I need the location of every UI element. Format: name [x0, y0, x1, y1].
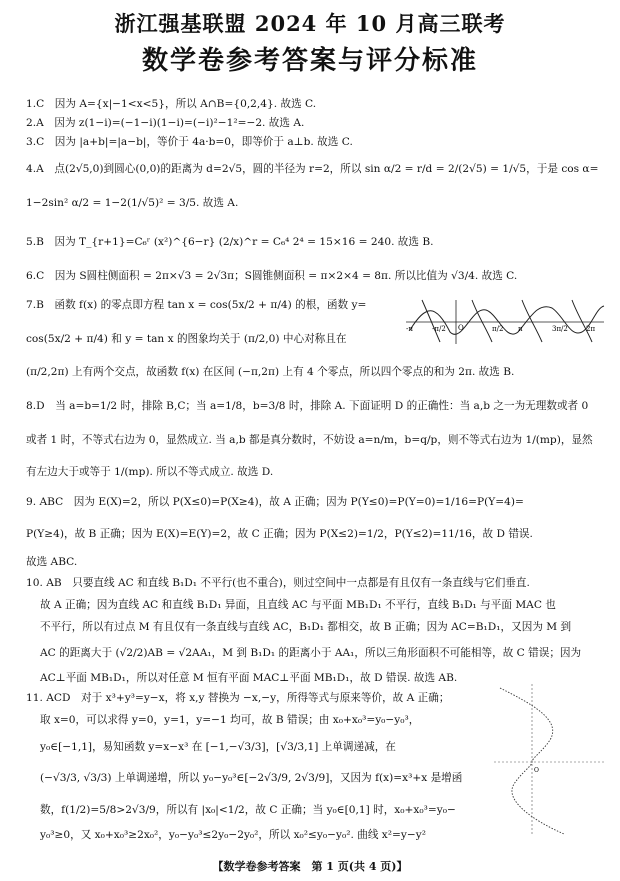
answer-8-line1: 8.D 当 a=b=1/2 时，排除 B,C；当 a=1/8，b=3/8 时，排除 A. 下面证明 D 的正确性：当 a,b 之一为无理数或者 0 — [26, 400, 589, 412]
answer-8-line3: 有左边大于或等于 1/(mp). 所以不等式成立. 故选 D. — [26, 466, 274, 478]
tan-cos-graph — [406, 298, 606, 344]
graph-label-two-pi: 2π — [586, 325, 596, 333]
graph-label-neg-pi: -π — [406, 325, 413, 333]
page-footer: 【数学卷参考答案 第 1 页(共 4 页)】 — [212, 860, 408, 873]
answer-6: 6.C 因为 S圆柱侧面积 = 2π×√3 = 2√3π；S圆锥侧面积 = π×2×4 = 8π. 所以比值为 √3/4. 故选 C. — [26, 270, 518, 282]
answer-2: 2.A 因为 z(1−i)=(−1−i)(1−i)=(−i)²−1²=−2. 故选 A. — [26, 117, 305, 129]
curve-x3-y3-graph — [492, 680, 608, 840]
answer-4-line2: 1−2sin² α/2 = 1−2(1/√5)² = 3/5. 故选 A. — [26, 197, 239, 209]
answer-7-line2: cos(5x/2 + π/4) 和 y = tan x 的图象均关于 (π/2,0) 中心对称且在 — [26, 333, 347, 345]
answer-8-line2: 或者 1 时，不等式右边为 0，显然成立. 当 a,b 都是真分数时，不妨设 a=n/m，b=q/p，则不等式右边为 1/(mp)，显然 — [26, 434, 593, 446]
answer-10-line4: AC 的距离大于 (√2/2)AB = √2AA₁，M 到 B₁D₁ 的距离小于 AA₁，所以三角形面积不可能相等，故 C 错误；因为 — [40, 647, 582, 659]
graph-label-pi: π — [518, 325, 523, 333]
answer-11-line2: 取 x=0，可以求得 y=0，y=1，y=−1 均可，故 B 错误；由 x₀+x₀³=y₀−y₀³， — [40, 714, 420, 726]
answer-7-line3: (π/2,2π) 上有两个交点，故函数 f(x) 在区间 (−π,2π) 上有 4 个零点，所以四个零点的和为 2π. 故选 B. — [26, 366, 515, 378]
graph11-origin-label: O — [534, 767, 539, 774]
exam-title: 浙江强基联盟 2024 年 10 月高三联考 — [114, 11, 506, 36]
answer-4-line1: 4.A 点(2√5,0)到圆心(0,0)的距离为 d=2√5，圆的半径为 r=2，所以 sin α/2 = r/d = 2/(2√5) = 1/√5，于是 cos α= — [26, 163, 599, 175]
answer-1: 1.C 因为 A={x|−1<x<5}，所以 A∩B={0,2,4}. 故选 C. — [26, 98, 317, 110]
answer-11-line3: y₀∈[−1,1]，易知函数 y=x−x³ 在 [−1,−√3/3]，[√3/3,1] 上单调递减，在 — [40, 741, 396, 753]
answer-11-line1: 11. ACD 对于 x³+y³=y−x，将 x,y 替换为 −x,−y，所得等式与原来等价，故 A 正确； — [26, 692, 450, 704]
graph-origin-label: O — [458, 324, 464, 332]
answer-10-line5: AC⊥平面 MB₁D₁，所以对任意 M 恒有平面 MAC⊥平面 MB₁D₁，故 D 错误. 故选 AB. — [40, 672, 458, 684]
graph-label-neg-half-pi: -π/2 — [432, 325, 446, 333]
answer-3: 3.C 因为 |a+b|=|a−b|，等价于 4a·b=0，即等价于 a⊥b. 故选 C. — [26, 136, 353, 148]
answer-9-line1: 9. ABC 因为 E(X)=2，所以 P(X≤0)=P(X≥4)，故 A 正确；因为 P(Y≤0)=P(Y=0)=1/16=P(Y=4)= — [26, 496, 524, 508]
answer-10-line1: 10. AB 只要直线 AC 和直线 B₁D₁ 不平行(也不重合)，则过空间中一点都是有且仅有一条直线与它们垂直. — [26, 577, 530, 589]
answer-9-line2: P(Y≥4)，故 B 正确；因为 E(X)=E(Y)=2，故 C 正确；因为 P(X≤2)=1/2，P(Y≤2)=11/16，故 D 错误. — [26, 528, 533, 540]
graph-label-half-pi: π/2 — [492, 325, 504, 333]
answer-7-line1: 7.B 函数 f(x) 的零点即方程 tan x = cos(5x/2 + π/4) 的根，函数 y= — [26, 299, 367, 311]
graph-label-three-half-pi: 3π/2 — [552, 325, 568, 333]
document-title: 数学卷参考答案与评分标准 — [141, 46, 478, 76]
answer-11-line4: (−√3/3, √3/3) 上单调递增，所以 y₀−y₀³∈[−2√3/9, 2√3/9]，又因为 f(x)=x³+x 是增函 — [40, 772, 463, 784]
answer-5: 5.B 因为 T_{r+1}=C₆ʳ (x²)^{6−r} (2/x)^r = C₆⁴ 2⁴ = 15×16 = 240. 故选 B. — [26, 236, 434, 248]
answer-10-line3: 不平行，所以有过点 M 有且仅有一条直线与直线 AC，B₁D₁ 都相交，故 B 正确；因为 AC=B₁D₁，又因为 M 到 — [40, 621, 572, 633]
answer-11-line5: 数，f(1/2)=5/8>2√3/9，所以有 |x₀|<1/2，故 C 正确；当 y₀∈[0,1] 时，x₀+x₀³=y₀− — [40, 804, 456, 816]
answer-9-line3: 故选 ABC. — [26, 556, 78, 568]
answer-11-line6: y₀³≥0，又 x₀+x₀³≥2x₀²，y₀−y₀³≤2y₀−2y₀²，所以 x₀²≤y₀−y₀². 曲线 x²=y−y² — [40, 829, 426, 841]
answer-10-line2: 故 A 正确；因为直线 AC 和直线 B₁D₁ 异面，且直线 AC 与平面 MB₁D₁ 不平行，直线 B₁D₁ 与平面 MAC 也 — [40, 599, 556, 611]
